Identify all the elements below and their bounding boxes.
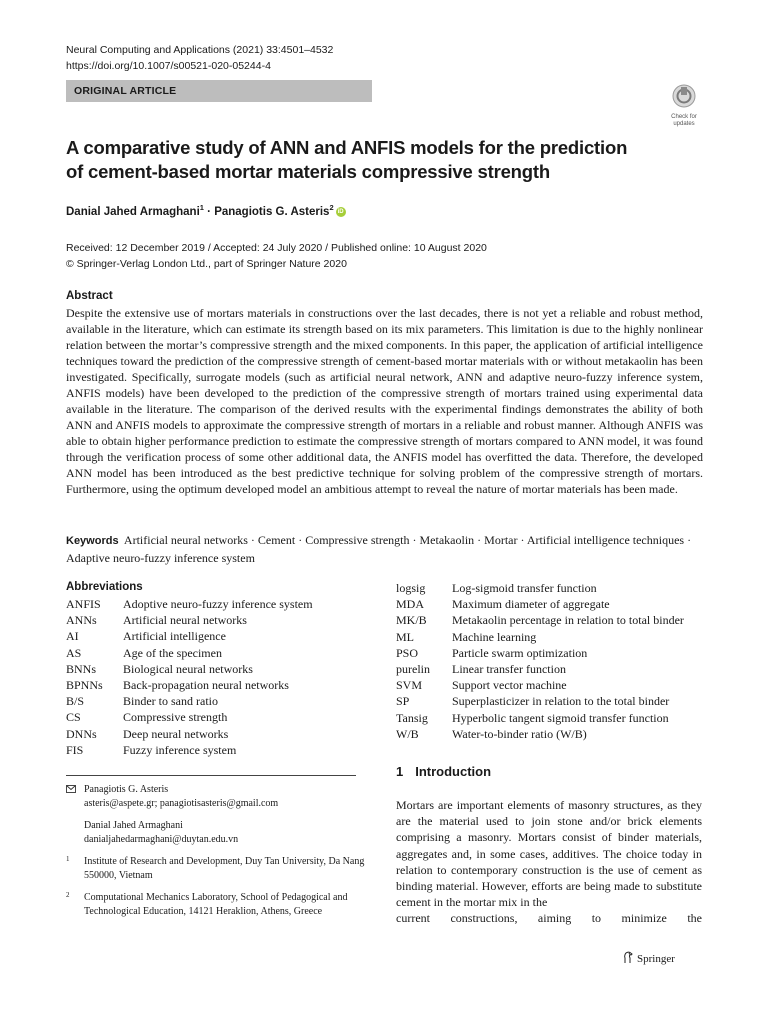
- corresponding-author-name: Panagiotis G. Asteris: [84, 784, 169, 795]
- abbreviation-definition: Artificial intelligence: [123, 629, 226, 644]
- word: minimize: [621, 911, 667, 925]
- footnote-divider: [66, 775, 356, 776]
- abbreviation-definition: Particle swarm optimization: [452, 645, 588, 660]
- abbreviation-term: AS: [66, 645, 82, 660]
- abbreviation-row: [396, 580, 684, 596]
- abbreviation-term: W/B: [396, 726, 419, 741]
- abbreviation-term: SP: [396, 694, 410, 709]
- word: constructions,: [450, 911, 518, 925]
- abbreviation-row: [66, 693, 313, 709]
- section-title: Introduction: [415, 764, 492, 779]
- word: aiming: [537, 911, 572, 925]
- copyright-line: © Springer-Verlag London Ltd., part of Springer Nature 2020: [66, 258, 347, 270]
- abbreviation-definition: Linear transfer function: [452, 661, 566, 676]
- abbreviation-definition: Binder to sand ratio: [123, 694, 218, 709]
- keywords-text: Artificial neural networks · Cement · Compressive strength · Metakaolin · Mortar · Artificial intelligence techniques · Adaptive neuro-fuzzy inference system: [66, 533, 692, 565]
- abbreviation-row: [396, 612, 684, 628]
- abbreviation-row: [66, 596, 313, 612]
- affiliation-1: [66, 855, 366, 882]
- word: current: [396, 911, 430, 925]
- author-separator: ·: [203, 205, 215, 218]
- publisher-name: Springer: [637, 953, 675, 965]
- introduction-text: Mortars are important elements of masonry structures, as they are the material used to join stone and/or brick elements comprising a masonry. Mortars consist of binder materials, aggregates and, in some cases, additives. The choice today in relation to contemporary construction is the use of cement as binding material. However, efforts are being made to substitute cement in the mortar mix in the: [396, 798, 702, 910]
- abbreviation-definition: Compressive strength: [123, 710, 228, 725]
- abbreviation-term: CS: [66, 710, 81, 725]
- introduction-last-line: [396, 910, 702, 926]
- affiliation-2: [66, 891, 366, 918]
- doi-link[interactable]: https://doi.org/10.1007/s00521-020-05244-4: [66, 60, 271, 72]
- abbreviation-term: DNNs: [66, 726, 97, 741]
- abbreviation-term: ANFIS: [66, 597, 101, 611]
- publication-dates: [66, 240, 487, 272]
- abbreviation-row: [66, 661, 313, 677]
- abbreviation-row: [396, 661, 684, 677]
- affiliation-number: 1: [66, 855, 70, 863]
- abbreviation-row: [66, 742, 313, 758]
- author-name[interactable]: Panagiotis G. Asteris: [214, 205, 330, 218]
- word: the: [687, 911, 702, 925]
- keywords-label: Keywords: [66, 535, 119, 547]
- springer-horse-icon: [622, 951, 634, 964]
- abbreviation-definition: Log-sigmoid transfer function: [452, 581, 597, 595]
- co-author-name: Danial Jahed Armaghani: [84, 820, 183, 831]
- abbreviation-definition: Machine learning: [452, 629, 537, 644]
- abbreviation-definition: Artificial neural networks: [123, 613, 247, 628]
- abbreviation-row: [66, 628, 313, 644]
- abbreviation-row: [396, 710, 684, 726]
- corresponding-author-email[interactable]: asteris@aspete.gr; panagiotisasteris@gmail.com: [84, 797, 279, 809]
- abbreviation-term: BPNNs: [66, 677, 103, 692]
- affiliation-marker: 2: [329, 203, 334, 212]
- word: to: [591, 911, 602, 925]
- paper-title: [66, 136, 686, 184]
- abbreviation-term: AI: [66, 629, 79, 644]
- abbreviation-row: [66, 726, 313, 742]
- abbreviation-row: [66, 677, 313, 693]
- affiliation-text: Institute of Research and Development, Duy Tan University, Da Nang 550000, Vietnam: [84, 856, 365, 881]
- abbreviation-term: FIS: [66, 742, 84, 757]
- abbreviation-row: [66, 612, 313, 628]
- corresponding-author: [66, 783, 366, 797]
- abbreviation-term: SVM: [396, 678, 423, 693]
- journal-header: [66, 42, 333, 74]
- abbreviation-row: [396, 677, 684, 693]
- abbreviations-heading: Abbreviations: [66, 581, 143, 593]
- title-line-1: A comparative study of ANN and ANFIS models for the prediction: [66, 137, 628, 158]
- abbreviation-definition: Age of the specimen: [123, 645, 222, 660]
- affiliation-text: Computational Mechanics Laboratory, School of Pedagogical and Technological Education, 14121 Heraklion, Athens, Greece: [84, 892, 348, 917]
- abbreviation-definition: Hyperbolic tangent sigmoid transfer function: [452, 710, 669, 725]
- title-line-2: of cement-based mortar materials compressive strength: [66, 161, 550, 182]
- article-type-banner: ORIGINAL ARTICLE: [66, 80, 372, 102]
- abbreviation-row: [396, 645, 684, 661]
- abbreviation-term: Tansig: [396, 710, 428, 725]
- abbreviation-row: [396, 629, 684, 645]
- introduction-heading: [396, 764, 491, 779]
- abbreviation-definition: Biological neural networks: [123, 661, 253, 676]
- abbreviation-term: B/S: [66, 694, 85, 709]
- abbreviation-row: [66, 709, 313, 725]
- co-author-email[interactable]: danialjahedarmaghani@duytan.edu.vn: [84, 833, 239, 845]
- abbreviation-definition: Back-propagation neural networks: [123, 677, 289, 692]
- publisher-logo: [622, 951, 675, 965]
- author-list: [66, 203, 346, 218]
- history-dates: Received: 12 December 2019 / Accepted: 24 July 2020 / Published online: 10 August 2020: [66, 242, 487, 254]
- abstract-text: Despite the extensive use of mortars materials in constructions over the last decades, there is not yet a reliable and robust method, available in the literature, which can estimate its strength based on its mix parameters. This limitation is due to the highly nonlinear relation between the mortar’s compressive strength and the mixed components. In this paper, the application of artificial intelligence techniques toward the prediction of the compressive strength of cement-based mortar materials with or without metakaolin has been investigated. Specifically, surrogate models (such as artificial neural network, ANN and adaptive neuro-fuzzy inference system, ANFIS models) have been developed to the prediction of the compressive strength of mortars trained using experimental data available in the literature. The comparison of the derived results with the experimental findings demonstrates the ability of both ANN and ANFIS models to approximate the compressive strength of mortars in a reliable and robust manner. Although ANFIS was able to obtain higher performance prediction to estimate the compressive strength of mortars compared to ANN model, it was found through the verification process of some other additional data, the ANFIS model has overfitted the data. Therefore, the developed ANN model has been introduced as the best predictive technique for solving problem of the compressive strength of mortars. Furthermore, using the optimum developed model an ambitious attempt to reveal the nature of mortar materials has been made.: [66, 306, 703, 496]
- orcid-icon[interactable]: iD: [337, 208, 344, 215]
- abbreviation-term: MDA: [396, 597, 425, 612]
- check-for-updates-badge[interactable]: [664, 84, 704, 127]
- abbreviation-definition: Superplasticizer in relation to the total binder: [452, 694, 670, 709]
- journal-citation: Neural Computing and Applications (2021) 33:4501–4532: [66, 44, 334, 56]
- abbreviation-term: PSO: [396, 645, 419, 660]
- author-name[interactable]: Danial Jahed Armaghani: [66, 205, 200, 218]
- check-for-updates-icon: [672, 84, 696, 108]
- check-for-updates-label: Check for updates: [671, 114, 697, 127]
- abbreviation-term: ANNs: [66, 613, 97, 628]
- abbreviation-definition: Maximum diameter of aggregate: [452, 597, 610, 612]
- abbreviation-definition: Metakaolin percentage in relation to total binder: [452, 613, 684, 628]
- envelope-icon: [66, 785, 76, 793]
- abbreviation-row: [396, 596, 684, 612]
- abbreviation-definition: Fuzzy inference system: [123, 742, 237, 757]
- abbreviation-term: BNNs: [66, 661, 97, 676]
- affiliation-number: 2: [66, 891, 70, 899]
- abbreviation-definition: Support vector machine: [452, 678, 567, 693]
- abbreviation-row: [396, 726, 684, 742]
- abbreviation-definition: Adoptive neuro-fuzzy inference system: [123, 597, 313, 611]
- keywords: [66, 532, 703, 566]
- abbreviation-term: logsig: [396, 581, 426, 595]
- abbreviation-term: purelin: [396, 661, 430, 676]
- abbreviation-row: [396, 693, 684, 709]
- section-number: 1: [396, 764, 404, 779]
- correspondence-block: [66, 783, 366, 918]
- abbreviation-term: ML: [396, 629, 414, 644]
- abbreviations-list-left: [66, 596, 313, 758]
- abbreviation-definition: Water-to-binder ratio (W/B): [452, 726, 587, 741]
- abstract-heading: Abstract: [66, 290, 113, 302]
- affiliation-marker: 1: [199, 203, 204, 212]
- abbreviation-term: MK/B: [396, 613, 427, 628]
- abbreviation-definition: Deep neural networks: [123, 726, 229, 741]
- abbreviation-row: [66, 645, 313, 661]
- abbreviations-list-right: [396, 580, 684, 742]
